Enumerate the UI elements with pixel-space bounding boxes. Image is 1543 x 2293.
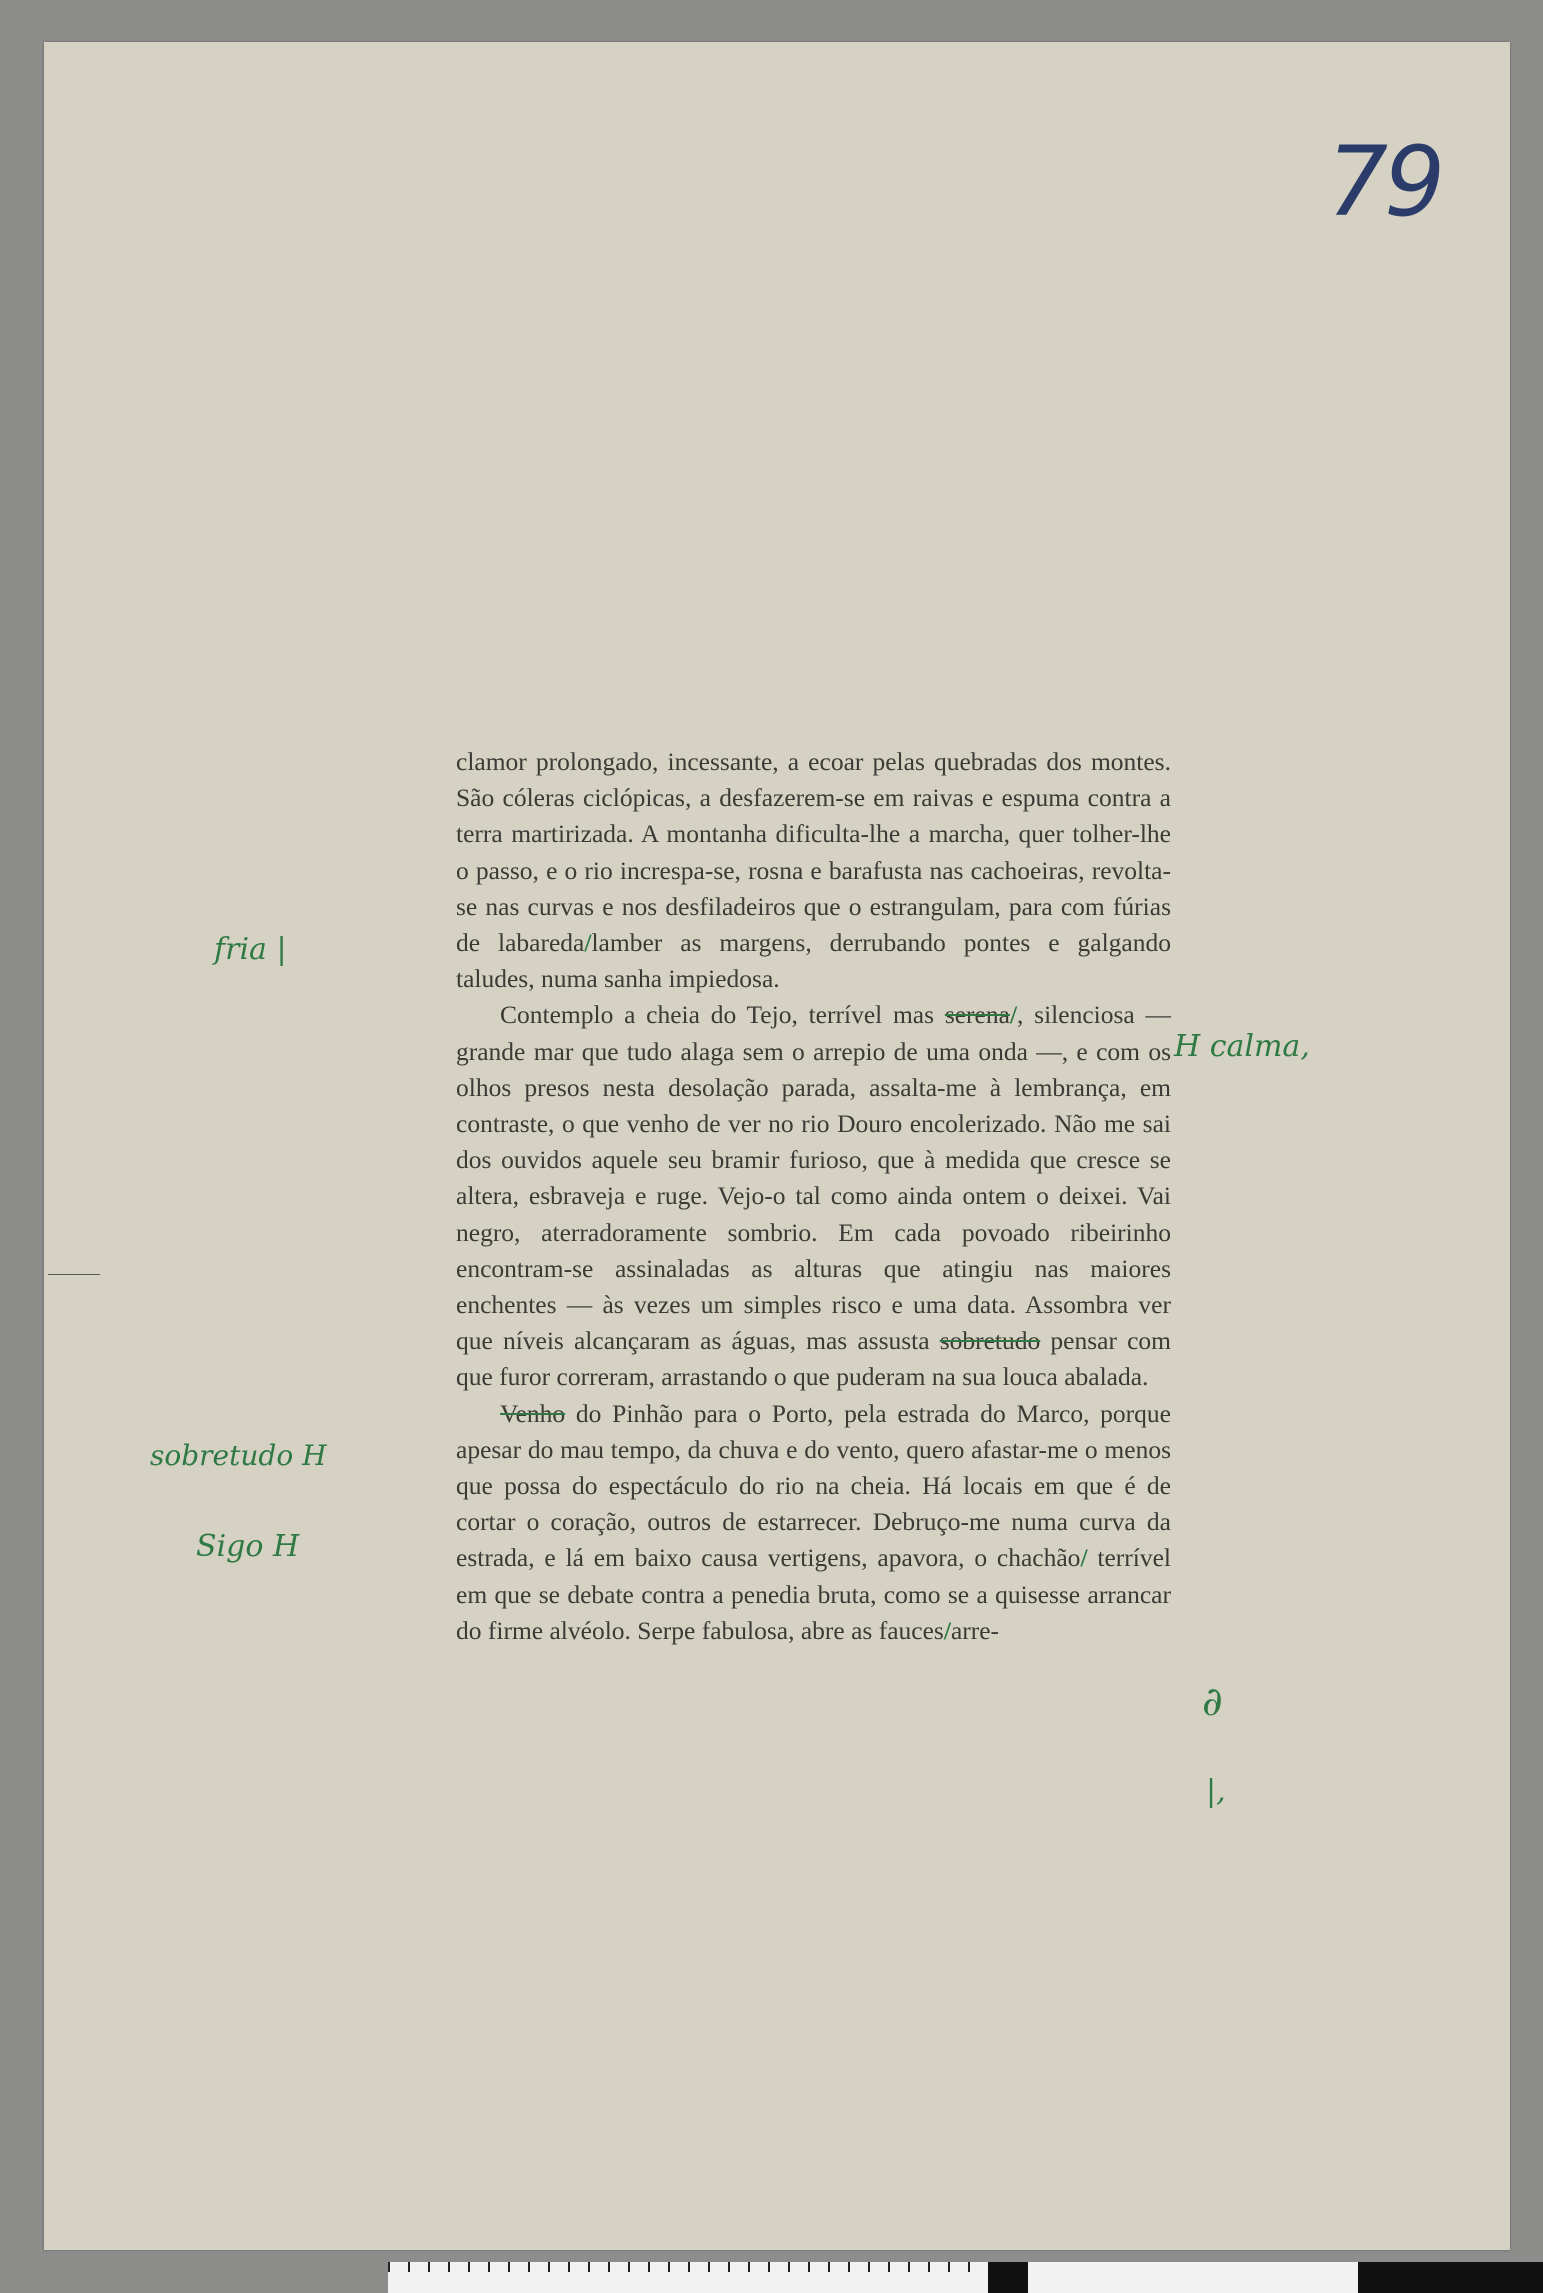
body-text	[456, 744, 1171, 1649]
paragraph	[456, 744, 1171, 997]
margin-note-delete-mark: ∂	[1202, 1679, 1223, 1725]
text-run: terrível em que se debate contra a penedia bruta, como se a quisesse arrancar do firme alvéolo. Serpe fabulosa, abre as fauces	[456, 1543, 1171, 1645]
ruler-black-segment-2	[1358, 2262, 1543, 2293]
paragraph	[456, 997, 1171, 1395]
ruler-white-segment-2	[1028, 2262, 1358, 2293]
struck-text: Venho	[500, 1398, 566, 1428]
text-run: clamor prolongado, incessante, a ecoar pelas quebradas dos montes. São cóleras ciclópicas, a desfazerem-se em raivas e espuma contra a terra martirizada. A montanha dificulta-lhe a marcha, quer tolher-lhe o passo, e o rio increspa-se, rosna e barafusta nas cachoeiras, revolta-se nas curvas e nos desfiladeiros que o estrangulam, para com fúrias de labareda	[456, 747, 1171, 958]
text-run: , silenciosa — grande mar que tudo alaga sem o arrepio de uma onda —, e com os olhos presos nesta desolação parada, assalta-me à lembrança, em contraste, o que venho de ver no rio Douro encolerizado. Não me sai dos ouvidos aquele seu bramir furioso, que à medida que cresce se altera, esbraveja e ruge. Vejo-o tal como ainda ontem o deixei. Vai negro, aterradoramente sombrio. Em cada povoado ribeirinho encontram-se assinaladas as alturas que atingiu nas maiores enchentes — às vezes um simples risco e uma data. Assombra ver que níveis alcançaram as águas, mas assusta	[456, 1000, 1171, 1356]
margin-note-fria: fria |	[214, 932, 287, 967]
insertion-mark: /	[943, 1615, 951, 1645]
struck-text: serena	[944, 1000, 1010, 1030]
margin-note-calma: H calma,	[1174, 1029, 1310, 1064]
margin-pencil-line	[48, 1274, 100, 1275]
folio-number: 79	[1327, 126, 1442, 238]
text-run: lamber as margens, derrubando pontes e galgando taludes, numa sanha impiedosa.	[456, 928, 1171, 994]
insertion-mark: /	[1080, 1543, 1088, 1573]
text-run: pensar com que furor correram, arrastando o que puderam na sua louca abalada.	[456, 1326, 1171, 1392]
text-run: arre-	[950, 1615, 1000, 1645]
paragraph	[456, 1396, 1171, 1649]
text-run: do Pinhão para o Porto, pela estrada do Marco, porque apesar do mau tempo, da chuva e do vento, quero afastar-me o menos que possa do espectáculo do rio na cheia. Há locais em que é de cortar o coração, outros de estarrecer. Debruço-me numa curva da estrada, e lá em baixo causa vertigens, apavora, o chachão	[456, 1398, 1171, 1573]
insertion-mark: /	[584, 928, 592, 958]
manuscript-page	[44, 42, 1510, 2250]
margin-note-comma-mark: |,	[1206, 1774, 1226, 1809]
struck-text: sobretudo	[939, 1326, 1041, 1356]
ruler-black-segment	[988, 2262, 1028, 2293]
color-scale-ruler	[388, 2262, 1543, 2293]
text-run: Contemplo a cheia do Tejo, terrível mas	[500, 1000, 945, 1030]
margin-note-sigo: Sigo H	[196, 1529, 300, 1564]
insertion-mark: /	[1009, 1000, 1018, 1030]
margin-note-sobretudo: sobretudo H	[150, 1439, 327, 1472]
ruler-white-segment	[388, 2262, 988, 2293]
